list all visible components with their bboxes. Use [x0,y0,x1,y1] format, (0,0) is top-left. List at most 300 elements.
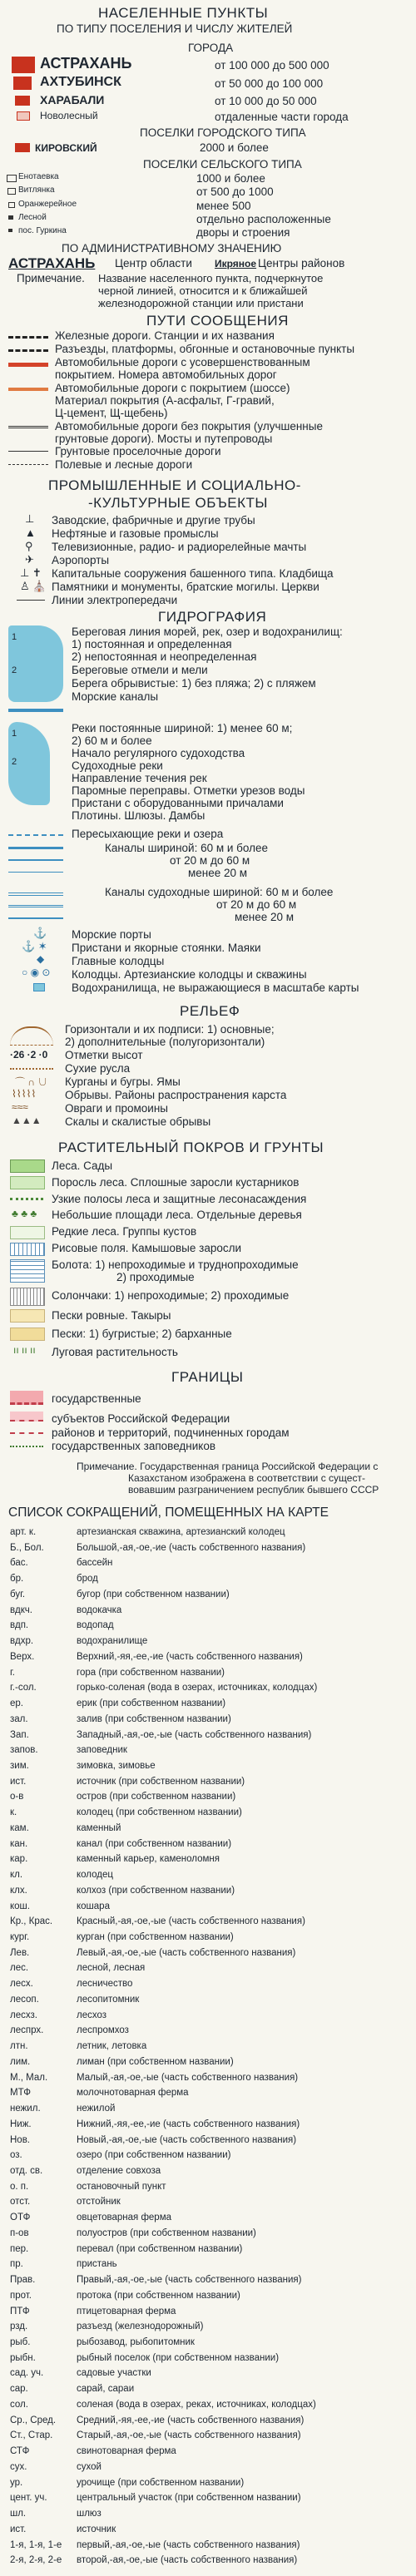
abbreviation-row [10,1979,406,1995]
abbreviation-row [10,2150,406,2166]
abbreviation-row [10,1777,406,1792]
road-item: Материал покрытия (А-асфальт, Г-гравий, [55,394,275,407]
relief-item: Овраги и промоины [65,1102,169,1115]
abbreviation-term: кург. [10,1932,30,1942]
abbreviation-row [10,2135,406,2151]
rural-desc: дворы и строения [196,226,290,239]
abbreviation-meaning: водопад [77,1620,114,1631]
abbreviation-term: вдкч. [10,1604,32,1615]
salt-marsh-swatch [10,1288,45,1306]
monument-church-icon: ♙ ⛪ [20,580,47,592]
tree-icon: ♣ ♣ ♣ [12,1208,37,1219]
abbreviation-meaning: Верхний,-яя,-ее,-ие (часть собственного названия) [77,1651,303,1662]
abbreviation-row [10,1807,406,1823]
note-line: вовавшим разграничением республик бывшего СССР [128,1484,379,1496]
road-item: Автомобильные дороги с покрытием (шоссе) [55,382,290,394]
hydro-item: 2) непостоянная и неопределенная [72,650,257,663]
canal-symbol-narrow [8,872,63,873]
city-name: Новолесный [40,110,98,121]
hydro-item: Водохранилища, не выражающиеся в масштабе карты [72,981,359,994]
abbreviation-term: зал. [10,1713,28,1724]
abbreviation-term: арт. к. [10,1527,37,1537]
abbreviation-meaning: зимовка, зимовье [77,1760,156,1771]
hydro-item: менее 20 м [235,911,295,923]
road-item: Автомобильные дороги с усовершенствованным [55,356,310,368]
nav-canal-symbol-narrow [8,917,63,919]
relief-item: Сухие русла [65,1062,131,1075]
ravine-icon: ≈≈≈ [12,1101,28,1113]
hydro-item: Начало регулярного судоходства [72,747,245,759]
swamp-swatch [10,1259,45,1283]
abbreviation-meaning: остановочный пункт [77,2181,166,2192]
borders-heading: ГРАНИЦЫ [171,1369,244,1385]
note-line: черной линией, относится и к ближайшей [98,284,308,297]
border-item: государственных заповедников [52,1440,216,1452]
abbreviation-row [10,1792,406,1807]
abbreviation-row [10,2119,406,2135]
abbreviation-row [10,1714,406,1730]
abbreviation-meaning: второй,-ая,-ое,-ые (часть собственного названия) [77,2555,298,2566]
rock-icon: ▲▲▲ [12,1115,42,1126]
abbreviation-row [10,1932,406,1948]
abbreviation-meaning: источник [77,2524,116,2534]
abbreviation-meaning: рыбный поселок (при собственном названии) [77,2352,280,2363]
abbreviation-meaning: гора (при собственном названии) [77,1667,225,1678]
note-line: Примечание. Государственная граница Российской Федерации с [77,1461,379,1472]
industry-item: Аэропорты [52,554,110,566]
abbreviation-row [10,1839,406,1855]
cities-label: ГОРОДА [188,42,234,54]
rural-symbol [7,175,17,182]
abbreviation-term: ист. [10,1776,27,1787]
abbreviation-row [10,1543,406,1559]
abbreviation-term: леспрх. [10,2025,44,2036]
roads-heading: ПУТИ СООБЩЕНИЯ [146,313,289,329]
industry-item: Капитальные сооружения башенного типа. Кладбища [52,567,334,580]
abbreviation-meaning: нежилой [77,2104,116,2114]
abbreviation-row [10,2166,406,2182]
platform-symbol [8,349,48,352]
canal-symbol-mid [8,859,63,861]
abbreviation-term: зим. [10,1760,29,1771]
sea-channel-symbol [8,709,63,712]
abbreviation-meaning: соленая (вода в озерах, реках, источниках, колодцах) [77,2399,316,2410]
settlements-heading-2: ПО ТИПУ ПОСЕЛЕНИЯ И ЧИСЛУ ЖИТЕЛЕЙ [57,22,293,35]
abbreviation-term: Ср., Сред. [10,2415,57,2425]
road-item: покрытием. Номера автомобильных дорог [55,368,277,381]
abbreviation-meaning: лесной, лесная [77,1963,146,1974]
vegetation-item: Пески ровные. Такыры [52,1309,171,1322]
abbreviation-meaning: отстойник [77,2197,121,2208]
abbreviation-term: рыбн. [10,2352,36,2363]
relief-item: Скалы и скалистые обрывы [65,1115,211,1128]
abbreviation-row [10,2213,406,2228]
city-symbol-large [12,57,35,73]
abbreviation-meaning: перевал (при собственном названии) [77,2243,243,2254]
abbreviation-term: ер. [10,1698,23,1709]
hydro-item: от 20 м до 60 м [216,898,297,911]
abbreviation-term: клх. [10,1885,27,1896]
rural-label: ПОСЕЛКИ СЕЛЬСКОГО ТИПА [143,158,302,171]
abbreviation-term: ист. [10,2524,27,2534]
industry-heading-2: -КУЛЬТУРНЫЕ ОБЪЕКТЫ [88,495,268,511]
river-number: 2 [12,757,17,767]
abbreviation-term: буг. [10,1589,26,1599]
abbreviation-term: п-ов [10,2227,29,2238]
grass-icon: ıı ıı ıı [13,1344,36,1356]
abbreviation-row [10,1683,406,1698]
abbreviation-row [10,1668,406,1684]
chimney-icon: ⊥ [25,512,35,525]
abbreviation-row [10,2400,406,2415]
abbreviation-row [10,2384,406,2400]
admin-heading: ПО АДМИНИСТРАТИВНОМУ ЗНАЧЕНИЮ [62,242,282,255]
canal-symbol-wide [8,847,63,849]
abbreviation-term: рыб. [10,2337,31,2348]
road-item: Разъезды, платформы, обгонные и остановочные пункты [55,343,355,355]
well-icon: ○ ◉ ⊙ [22,967,51,978]
reservoir-icon [33,983,45,991]
forest-swatch [10,1159,45,1173]
abbreviation-row [10,1995,406,2010]
seasonal-river-symbol [8,834,63,836]
abbreviation-meaning: пристань [77,2259,117,2270]
tower-cemetery-icon: ⊥ ✝ [20,566,42,579]
abbreviation-meaning: свинотоварная ферма [77,2446,176,2457]
admin-center-example: АСТРАХАНЬ [8,255,96,271]
abbreviation-row [10,2010,406,2026]
settlements-heading-1: НАСЕЛЕННЫЕ ПУНКТЫ [98,5,269,21]
abbreviation-meaning: Большой,-ая,-ое,-ие (часть собственного названия) [77,1542,306,1553]
abbreviation-row [10,2307,406,2322]
abbreviation-row [10,2228,406,2244]
vegetation-item: Рисовые поля. Камышовые заросли [52,1242,242,1254]
unpaved-road-symbol [8,426,48,428]
abbreviation-meaning: первый,-ая,-ое,-ые (часть собственного названия) [77,2539,300,2550]
hydro-item: Плотины. Шлюзы. Дамбы [72,809,206,822]
abbreviation-row [10,2321,406,2337]
city-symbol-small [15,96,30,106]
abbreviation-term: сад. уч. [10,2368,44,2379]
vegetation-heading: РАСТИТЕЛЬНЫЙ ПОКРОВ И ГРУНТЫ [58,1140,324,1155]
district-border-symbol [10,1432,43,1434]
abbreviation-meaning: сухой [77,2461,102,2472]
rural-symbol [8,229,12,232]
nav-canal-symbol-mid [8,905,63,907]
abbreviation-row [10,2540,406,2556]
abbreviation-meaning: леспромхоз [77,2025,129,2036]
hydro-item: Каналы шириной: 60 м и более [105,842,269,854]
industry-heading-1: ПРОМЫШЛЕННЫЕ И СОЦИАЛЬНО- [48,477,301,493]
mound-icon: ⌒ ∩ ∪ [15,1076,48,1088]
hydro-item: менее 20 м [188,867,248,879]
cliff-icon: ⌇⌇⌇⌇⌇ [12,1088,37,1100]
road-item: Ц-цемент, Щ-щебень) [55,407,168,419]
abbreviation-term: кош. [10,1901,30,1911]
abbreviation-meaning: заповедник [77,1745,127,1756]
shoreline-number: 2 [12,665,17,675]
abbreviation-meaning: молочнотоварная ферма [77,2088,189,2099]
abbreviation-term: лтн. [10,2041,28,2052]
abbreviation-row [10,2353,406,2369]
urban-symbol [15,143,30,152]
road-item: грунтовые дороги). Мосты и путепроводы [55,433,273,445]
abbreviation-term: сар. [10,2384,28,2395]
industry-item: Нефтяные и газовые промыслы [52,527,219,540]
abbreviation-term: ОТФ [10,2213,31,2223]
abbreviation-row [10,2446,406,2462]
abbreviation-meaning: центральный участок (при собственном названии) [77,2493,301,2504]
border-item: районов и территорий, подчиненных городам [52,1426,290,1439]
vegetation-item: Пески: 1) бугристые; 2) барханные [52,1328,232,1340]
abbreviation-meaning: водохранилище [77,1636,148,1647]
nav-canal-symbol-wide [8,892,63,896]
note-line: Название населенного пункта, подчеркнутое [98,272,324,284]
road-item: Автомобильные дороги без покрытия (улучшенные [55,420,323,433]
abbreviation-meaning: лесхоз [77,2010,107,2020]
relief-item: Курганы и бугры. Ямы [65,1075,181,1088]
abbreviation-meaning: Красный,-ая,-ое,-ые (часть собственного названия) [77,1916,305,1927]
rural-name: пос. Гуркина [18,226,67,235]
abbreviation-row [10,1823,406,1839]
hydro-item: Главные колодцы [72,955,165,967]
pier-lighthouse-icon: ⚓ ✶ [22,940,47,952]
abbreviation-meaning: полуостров (при собственном названии) [77,2227,256,2238]
city-part-symbol [17,111,30,121]
rural-desc: менее 500 [196,200,251,212]
hydro-item: Береговая линия морей, рек, озер и водохранилищ: [72,625,343,638]
abbreviation-row [10,1854,406,1870]
reserve-border-symbol [10,1446,43,1447]
abbreviation-term: пер. [10,2243,29,2254]
hydro-item: Направление течения рек [72,772,207,784]
forest-belt-symbol [10,1198,43,1200]
abbreviation-term: ПТФ [10,2306,30,2316]
abbreviation-row [10,2415,406,2431]
abbreviation-row [10,2493,406,2509]
borders-note [77,1461,409,1496]
abbreviation-term: г. [10,1667,15,1678]
abbreviation-term: Зап. [10,1729,29,1740]
abbreviation-term: к. [10,1807,17,1818]
abbreviation-meaning: лесничество [77,1979,133,1990]
abbreviation-term: СТФ [10,2446,30,2457]
abbreviation-term: сол. [10,2399,28,2410]
city-desc: отдаленные части города [215,111,349,123]
rural-symbol [8,202,15,208]
abbreviation-meaning: канал (при собственном названии) [77,1838,232,1849]
abbreviation-meaning: протока (при собственном названии) [77,2290,240,2301]
abbreviation-row [10,1963,406,1979]
abbreviation-term: М., Мал. [10,2072,48,2083]
abbreviation-term: нежил. [10,2104,41,2114]
abbreviation-meaning: садовые участки [77,2368,151,2379]
city-symbol-medium [13,77,32,90]
abbreviation-meaning: источник (при собственном названии) [77,1776,245,1787]
abbreviation-term: отд. св. [10,2165,43,2176]
abbreviation-row [10,1605,406,1621]
abbreviation-term: ур. [10,2477,23,2488]
abbreviation-row [10,2368,406,2384]
admin-note [98,272,406,309]
admin-district-label: Центры районов [258,257,345,269]
improved-road-symbol [8,363,48,367]
abbreviation-row [10,2430,406,2446]
rural-name: Енотаевка [18,172,59,181]
hydro-item: Морские каналы [72,690,159,703]
state-border-symbol [10,1391,43,1405]
abbreviation-row [10,1620,406,1636]
note-line: Казахстаном изображена в соответствии с сущест- [128,1472,365,1484]
abbreviation-row [10,1901,406,1917]
vegetation-item: Редкие леса. Группы кустов [52,1225,197,1238]
abbreviation-term: лесх. [10,1979,33,1990]
abbreviation-meaning: Нижний,-яя,-ее,-ие (часть собственного названия) [77,2119,300,2129]
anchor-icon: ⚓ [33,927,47,939]
abbreviation-meaning: разъезд (железнодорожный) [77,2321,204,2332]
abbreviation-term: Ст., Стар. [10,2430,53,2441]
city-desc: от 50 000 до 100 000 [215,77,324,90]
abbreviation-row [10,2478,406,2494]
road-item: Железные дороги. Станции и их названия [55,329,275,342]
hydro-item: Каналы судоходные шириной: 60 м и более [105,886,334,898]
hydro-item: Пристани с оборудованными причалами [72,797,284,809]
sparse-forest-swatch [10,1226,45,1239]
abbreviation-meaning: овцетоварная ферма [77,2213,172,2223]
industry-item: Телевизионные, радио- и радиорелейные мачты [52,541,307,553]
abbreviation-term: вдп. [10,1620,29,1631]
hydro-item: Колодцы. Артезианские колодцы и скважины [72,968,307,981]
hydro-item: 1) постоянная и определенная [72,638,232,650]
abbreviation-row [10,1574,406,1590]
vegetation-item: 2) проходимые [116,1271,195,1283]
abbreviation-meaning: рыбозавод, рыбопитомник [77,2337,195,2348]
abbreviation-meaning: каменный [77,1822,121,1833]
abbreviation-row [10,1527,406,1543]
admin-district-example: Икряное [215,258,257,269]
abbreviation-term: Прав. [10,2275,36,2286]
rural-desc: 1000 и более [196,172,265,185]
abbreviation-term: лес. [10,1963,29,1974]
abbreviation-row [10,2088,406,2104]
city-name: АСТРАХАНЬ [40,55,132,72]
abbreviation-term: о. п. [10,2181,29,2192]
railway-symbol [8,336,48,339]
abbreviation-term: запов. [10,1745,38,1756]
abbreviation-row [10,2104,406,2119]
abbreviation-term: оз. [10,2150,22,2161]
hydro-item: Паромные переправы. Отметки урезов воды [72,784,305,797]
hydro-heading: ГИДРОГРАФИЯ [158,609,267,625]
abbreviation-term: кл. [10,1870,23,1881]
abbreviation-term: Верх. [10,1651,35,1662]
abbreviation-meaning: Левый,-ая,-ое,-ые (часть собственного названия) [77,1947,296,1958]
abbreviation-row [10,2057,406,2073]
rural-symbol [8,215,13,220]
hydro-item: от 20 м до 60 м [170,854,250,867]
abbreviation-meaning: курган (при собственном названии) [77,1932,234,1942]
abbreviation-row [10,1652,406,1668]
abbreviation-term: лесхз. [10,2010,37,2020]
hydro-item: Пристани и якорные стоянки. Маяки [72,942,261,954]
abbreviation-term: пр. [10,2259,23,2270]
abbreviation-meaning: шлюз [77,2509,102,2519]
oil-field-icon: ▲ [25,527,36,539]
field-road-symbol [8,464,48,465]
rice-field-swatch [10,1243,45,1256]
abbreviation-meaning: озеро (при собственном названии) [77,2150,231,2161]
abbreviation-meaning: птицетоварная ферма [77,2306,176,2316]
abbreviation-meaning: остров (при собственном названии) [77,1792,236,1802]
admin-center-label: Центр области [115,257,192,269]
abbreviation-meaning: каменный карьер, каменоломня [77,1854,220,1865]
abbreviation-term: бас. [10,1558,28,1569]
industry-item: Заводские, фабричные и другие трубы [52,514,255,527]
abbreviation-row [10,2555,406,2571]
abbreviation-row [10,2244,406,2260]
industry-item: Линии электропередачи [52,594,178,606]
abbreviation-row [10,1761,406,1777]
abbreviation-term: кам. [10,1822,29,1833]
abbreviation-meaning: бугор (при собственном названии) [77,1589,230,1599]
abbreviation-row [10,1636,406,1652]
abbreviation-meaning: лесопитомник [77,1994,140,2005]
abbreviation-row [10,2275,406,2291]
vegetation-item: Леса. Сады [52,1159,113,1172]
border-item: государственные [52,1392,141,1405]
border-item: субъектов Российской Федерации [52,1412,230,1425]
urban-label: ПОСЕЛКИ ГОРОДСКОГО ТИПА [140,126,306,139]
abbreviation-row [10,1558,406,1574]
abbreviation-meaning: бассейн [77,1558,113,1569]
city-name: ХАРАБАЛИ [40,93,105,106]
note-line: железнодорожной станции или пристани [98,297,304,309]
abbreviation-term: Лев. [10,1947,30,1958]
abbreviation-row [10,1698,406,1714]
relief-item: Отметки высот [65,1049,143,1061]
abbreviation-term: г.-сол. [10,1683,37,1693]
rural-desc: отдельно расположенные [196,213,331,225]
vegetation-item: Луговая растительность [52,1346,178,1358]
abbreviation-term: МТФ [10,2088,31,2099]
abbreviation-term: цент. уч. [10,2493,47,2504]
abbreviation-meaning: сарай, сараи [77,2384,135,2395]
abbreviation-meaning: Малый,-ая,-ое,-ые (часть собственного названия) [77,2072,299,2083]
abbreviation-meaning: урочище (при собственном названии) [77,2477,245,2488]
vegetation-item: Поросль леса. Сплошные заросли кустарников [52,1176,300,1189]
young-forest-swatch [10,1176,45,1189]
abbreviation-meaning: летник, летовка [77,2041,147,2052]
hydro-item: Реки постоянные шириной: 1) менее 60 м; [72,722,293,734]
power-line-symbol [17,600,45,601]
abbreviation-meaning: Средний,-яя,-ее,-ие (часть собственного названия) [77,2415,305,2425]
hydro-item: Берега обрывистые: 1) без пляжа; 2) с пляжем [72,677,316,690]
hydro-item: Морские порты [72,928,151,941]
rural-name: Лесной [18,213,47,222]
river-number: 1 [12,729,17,739]
abbreviation-meaning: отделение совхоза [77,2165,161,2176]
abbreviation-row [10,2291,406,2307]
urban-example: КИРОВСКИЙ [35,142,97,154]
hydro-item: Пересыхающие реки и озера [72,828,224,840]
abbreviation-row [10,1948,406,1964]
abbreviations-heading: СПИСОК СОКРАЩЕНИЙ, ПОМЕЩЕННЫХ НА КАРТЕ [8,1506,329,1520]
vegetation-item: Узкие полосы леса и защитные лесонасаждения [52,1193,307,1205]
abbreviation-row [10,1870,406,1886]
abbreviation-term: вдхр. [10,1636,34,1647]
abbreviation-meaning: ерик (при собственном названии) [77,1698,226,1709]
vegetation-item: Болота: 1) непроходимые и труднопроходимые [52,1258,299,1271]
